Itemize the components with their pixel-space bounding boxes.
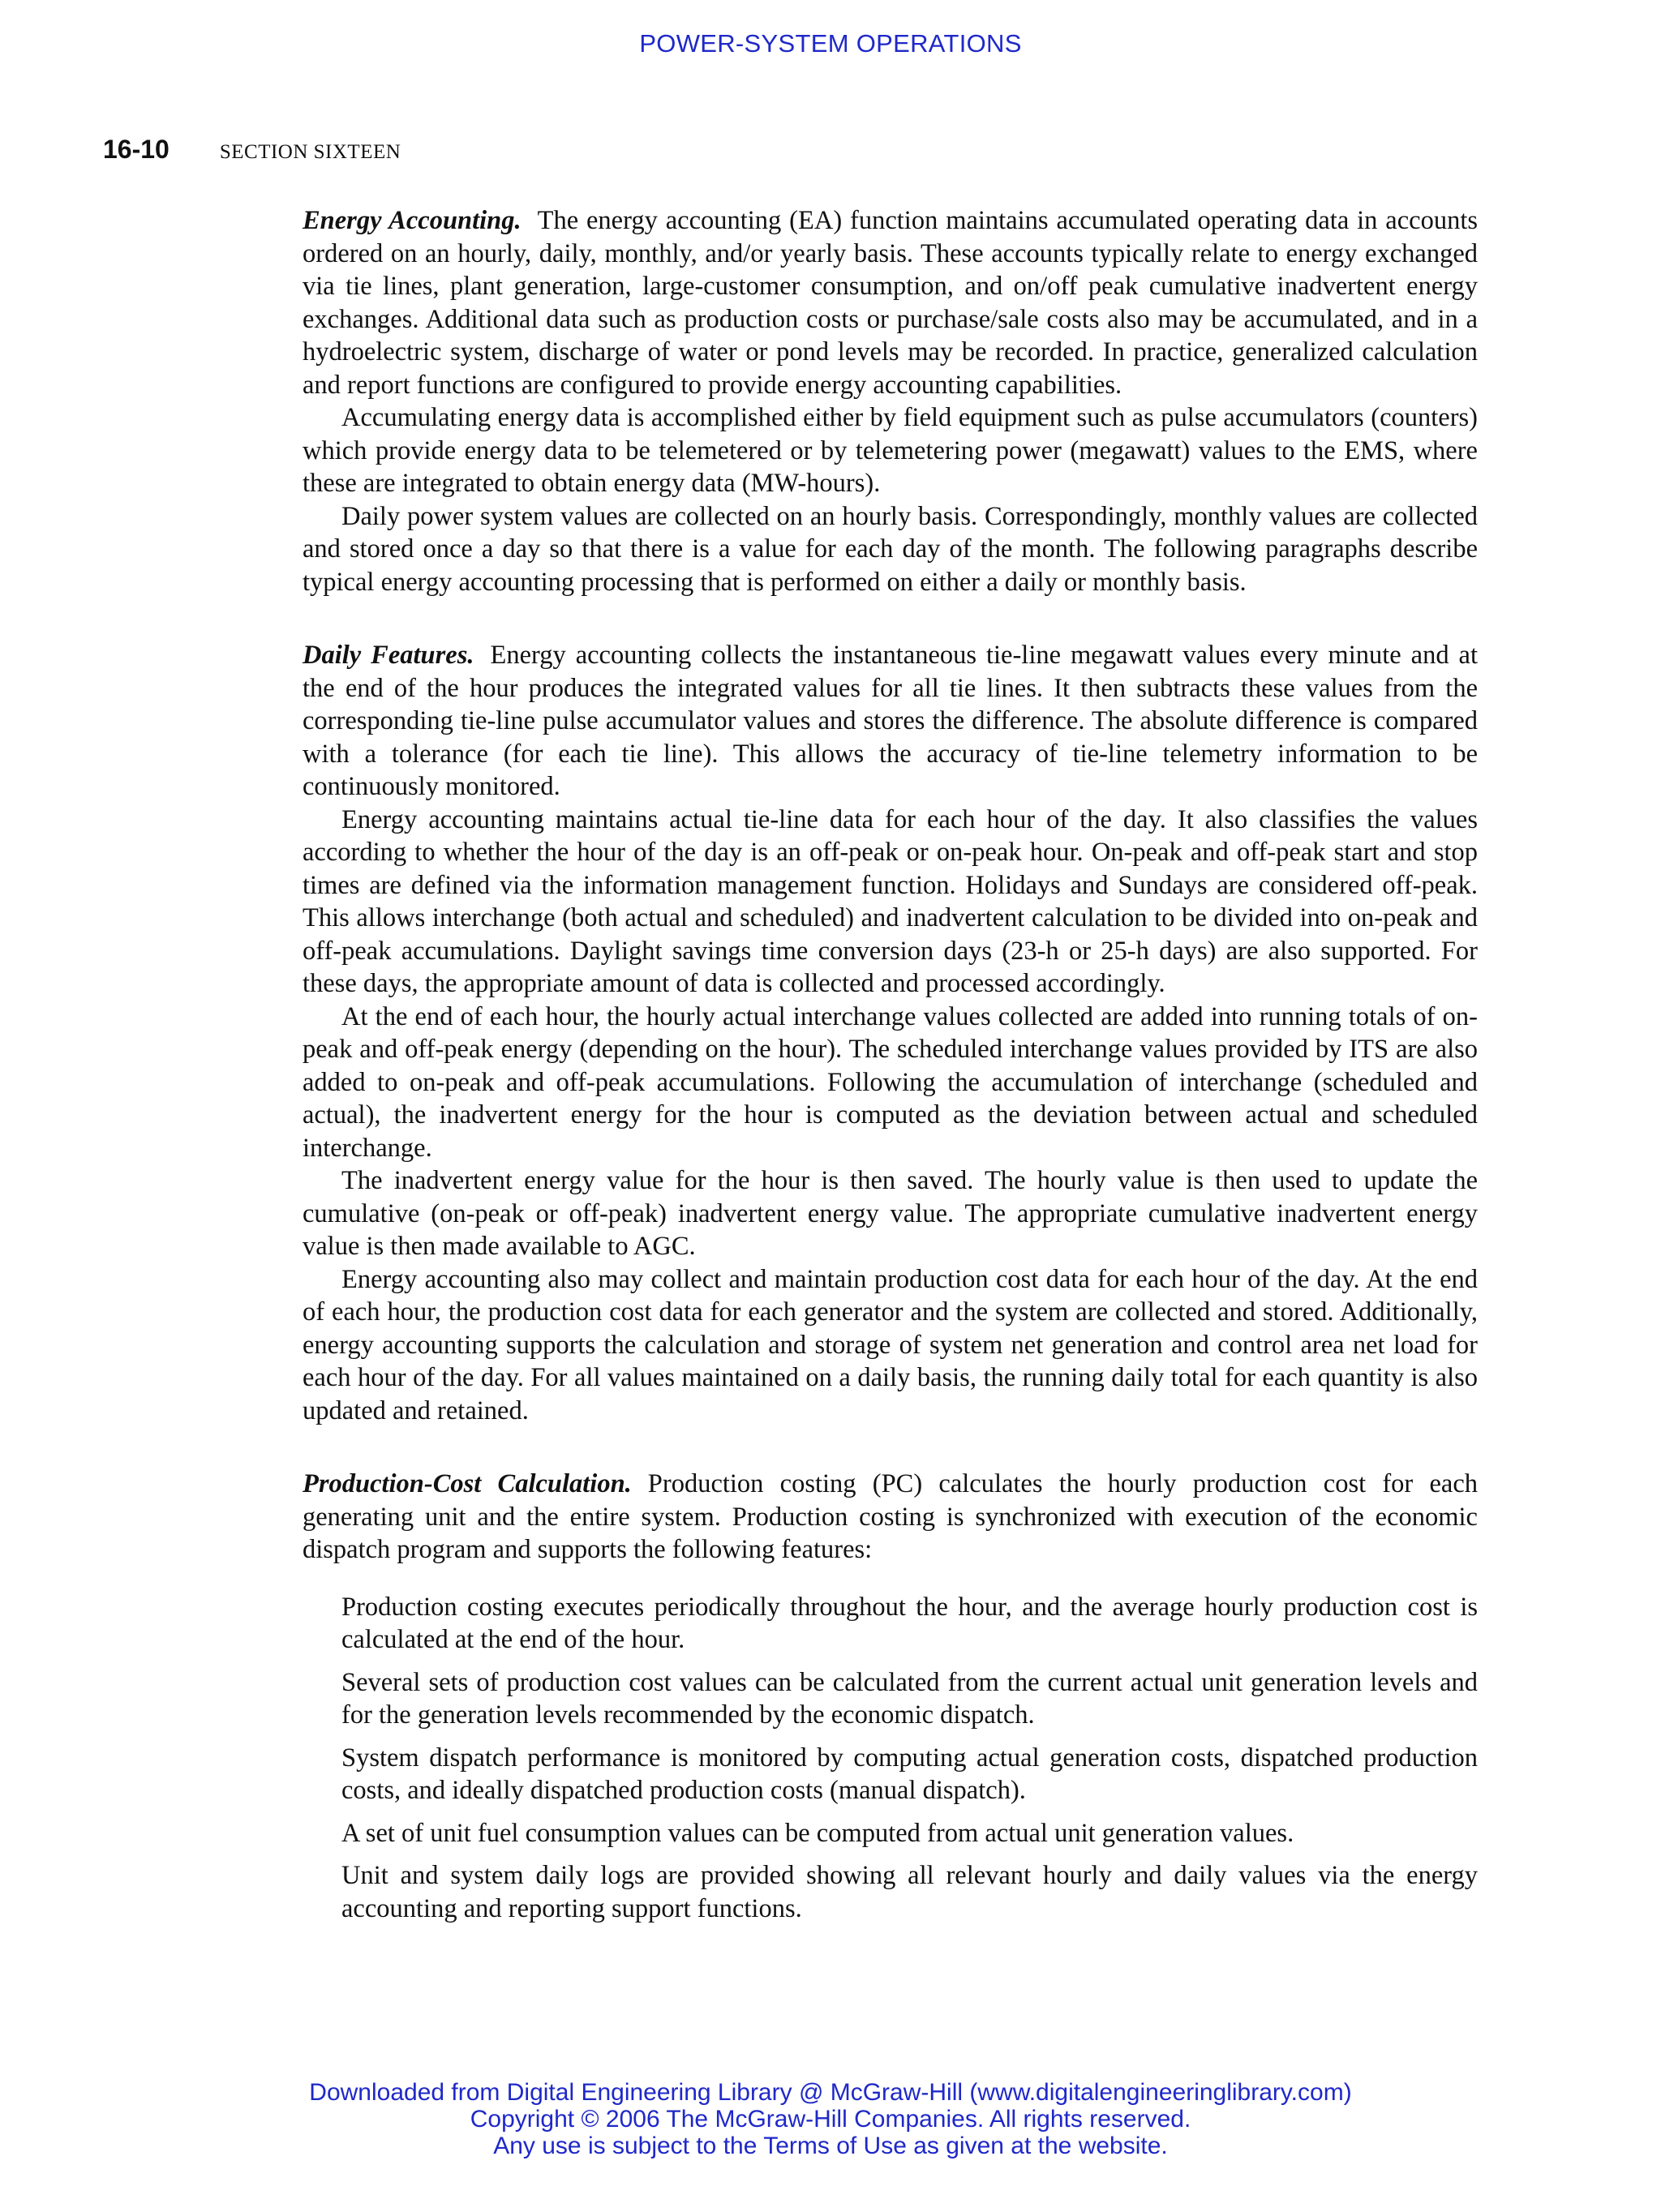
feature-list <box>303 1591 1478 1926</box>
list-item: Several sets of production cost values can be calculated from the current actual unit generation levels and for the generation levels recommended by the economic dispatch. <box>341 1667 1478 1730</box>
footer-download-link[interactable]: Downloaded from Digital Engineering Library @ McGraw-Hill (www.digitalengineeringlibrary.com) <box>309 2079 1352 2106</box>
section-gap <box>303 1427 1478 1468</box>
section-daily-features <box>303 639 1478 1427</box>
running-title: POWER-SYSTEM OPERATIONS <box>639 29 1022 58</box>
paragraph: At the end of each hour, the hourly actual interchange values collected are added into running totals of on-peak and off-peak energy (depending on the hour). The scheduled interchange values provided by ITS are also added to on-peak and off-peak accumulations. Following the accumulation of interchange (scheduled and actual), the inadvertent energy for the hour is computed as the deviation between actual and scheduled interchange. <box>303 1001 1478 1163</box>
paragraph: The inadvertent energy value for the hour is then saved. The hourly value is then used to update the cumulative (on-peak or off-peak) inadvertent energy value. The appropriate cumulative inadvertent energy value is then made available to AGC. <box>303 1166 1478 1261</box>
list-item: System dispatch performance is monitored by computing actual generation costs, dispatched production costs, and ideally dispatched production costs (manual dispatch). <box>341 1743 1478 1805</box>
paragraph: Energy accounting also may collect and maintain production cost data for each hour of the day. At the end of each hour, the production cost data for each generator and the system are collected and stored. Additionally, energy accounting supports the calculation and storage of system net generation and control area net load for each hour of the day. For all values maintained on a daily basis, the running daily total for each quantity is also updated and retained. <box>303 1264 1478 1425</box>
section-gap <box>303 598 1478 639</box>
section-production-cost <box>303 1468 1478 1925</box>
section-heading: Daily Features. <box>303 641 474 670</box>
section-energy-accounting <box>303 204 1478 598</box>
paragraph: Daily power system values are collected on an hourly basis. Correspondingly, monthly values are collected and stored once a day so that there is a value for each day of the month. The following paragraphs describe typical energy accounting processing that is performed on either a daily or monthly basis. <box>303 501 1478 597</box>
paragraph: Energy accounting maintains actual tie-line data for each hour of the day. It also classifies the values according to whether the hour of the day is an off-peak or on-peak hour. On-peak and off-peak start and stop times are defined via the information management function. Holidays and Sundays are considered off-peak. This allows interchange (both actual and scheduled) and inadvertent calculation to be divided into on-peak and off-peak accumulations. Daylight savings time conversion days (23-h or 25-h days) are also supported. For these days, the appropriate amount of data is collected and processed accordingly. <box>303 804 1478 998</box>
footer-copyright: Copyright © 2006 The McGraw-Hill Companies. All rights reserved. <box>470 2106 1191 2133</box>
paragraph <box>303 639 1478 804</box>
footer <box>0 2079 1661 2159</box>
section-heading: Energy Accounting. <box>303 206 521 235</box>
paragraph-text: Production costing (PC) calculates the hourly production cost for each generating unit and the entire system. Production costing is synchronized with execution of the economic dispatch program and supports the following features: <box>303 1469 1478 1564</box>
page-header <box>103 135 401 165</box>
section-label: SECTION SIXTEEN <box>219 141 401 163</box>
paragraph-text: The energy accounting (EA) function maintains accumulated operating data in accounts ordered on an hourly, daily, monthly, and/or yearly basis. These accounts typically relate to energy exchanged via tie lines, plant generation, large-customer consumption, and on/off peak cumulative inadvertent energy exchanges. Additional data such as production costs or purchase/sale costs also may be accumulated, and in a hydroelectric system, discharge of water or pond levels may be recorded. In practice, generalized calculation and report functions are configured to provide energy accounting capabilities. <box>303 206 1478 400</box>
section-heading: Production-Cost Calculation. <box>303 1469 632 1498</box>
list-item: A set of unit fuel consumption values can be computed from actual unit generation values. <box>341 1818 1294 1848</box>
paragraph <box>303 204 1478 401</box>
list-item: Unit and system daily logs are provided showing all relevant hourly and daily values via the energy accounting and reporting support functions. <box>341 1861 1478 1923</box>
body-text <box>303 204 1478 1935</box>
paragraph <box>303 1468 1478 1567</box>
paragraph: Accumulating energy data is accomplished either by field equipment such as pulse accumulators (counters) which provide energy data to be telemetered or by telemetering power (megawatt) values to the EMS, where these are integrated to obtain energy data (MW-hours). <box>303 403 1478 498</box>
paragraph-text: Energy accounting collects the instantaneous tie-line megawatt values every minute and at the end of the hour produces the integrated values for all tie lines. It then subtracts these values from the corresponding tie-line pulse accumulator values and stores the difference. The absolute difference is compared with a tolerance (for each tie line). This allows the accuracy of tie-line telemetry information to be continuously monitored. <box>303 641 1478 801</box>
footer-terms: Any use is subject to the Terms of Use as given at the website. <box>493 2133 1168 2159</box>
page-number: 16-10 <box>103 135 170 164</box>
list-item: Production costing executes periodically throughout the hour, and the average hourly production cost is calculated at the end of the hour. <box>341 1592 1478 1654</box>
